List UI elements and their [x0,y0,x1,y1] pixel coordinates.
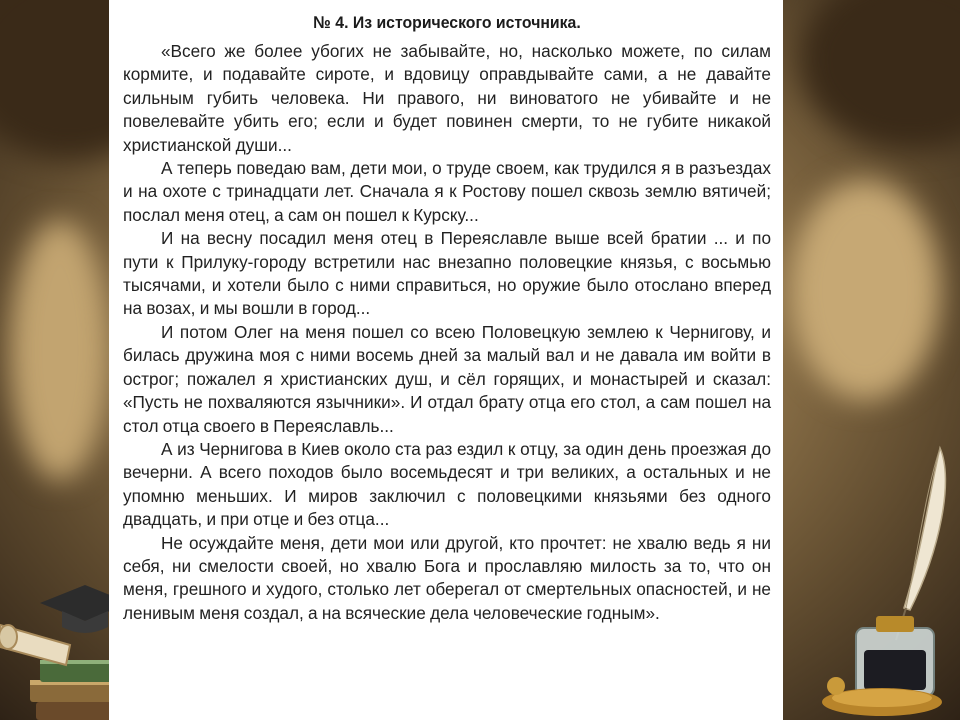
quill-inkwell-icon [822,440,960,720]
parchment-highlight [790,180,940,400]
parchment-highlight [10,220,110,480]
document-title: № 4. Из исторического источника. [313,13,581,32]
paragraph: «Всего же более убогих не забывайте, но, насколько можете, по силам кормите, и подавайте сироте, и вдовицу оправдывайте сами, а не давайте сильным губить человека. Ни правого, ни виноватого не убивайте и не повелевайте убить его; если и будет повинен смерти, то не губите никакой христианской души... [123,41,771,155]
paragraph: Не осуждайте меня, дети мои или другой, кто прочтет: не хвалю ведь я ни себя, ни смелости своей, но хвалю Бога и прославляю милость за то, что он меня, грешного и худого, столько лет оберегал от смертельных опасностей, и не ленивым меня создал, а на всяческие дела человеческие годным». [123,532,771,623]
paragraph: И потом Олег на меня пошел со всею Половецкую землею к Чернигову, и билась дружина моя с ними восемь дней за малый вал и не давала им войти в острог; пожалел я христианских душ, и сёл горящих, и монастырей и сказал: «Пусть не похваляются язычники». И отдал брату отца его стол, а сам пошел на стол отца своего в Переяславль... [123,321,771,436]
paragraph: А из Чернигова в Киев около ста раз ездил к отцу, за один день проезжая до вечерни. А всего походов было восемьдесят и три великих, а остальных и не упомню меньших. И миров заключил с половецкими князьями без одного двадцать, и при отце и без отца... [123,438,771,530]
paragraph: И на весну посадил меня отец в Переяславле выше всей братии ... и по пути к Прилуку-городу встретили нас внезапно половецкие князья, с восьмью тысячами, и хотели было с ними справиться, но оружие было отослано вперед на возах, и мы вошли в город... [123,228,771,319]
document-page [109,0,783,720]
parchment-stain [800,0,960,150]
paragraph: А теперь поведаю вам, дети мои, о труде своем, как трудился я в разъездах и на охоте с тринадцати лет. Сначала я к Ростову пошел сквозь землю вятичей; послал меня отец, а сам он пошел к Курску... [123,158,771,225]
